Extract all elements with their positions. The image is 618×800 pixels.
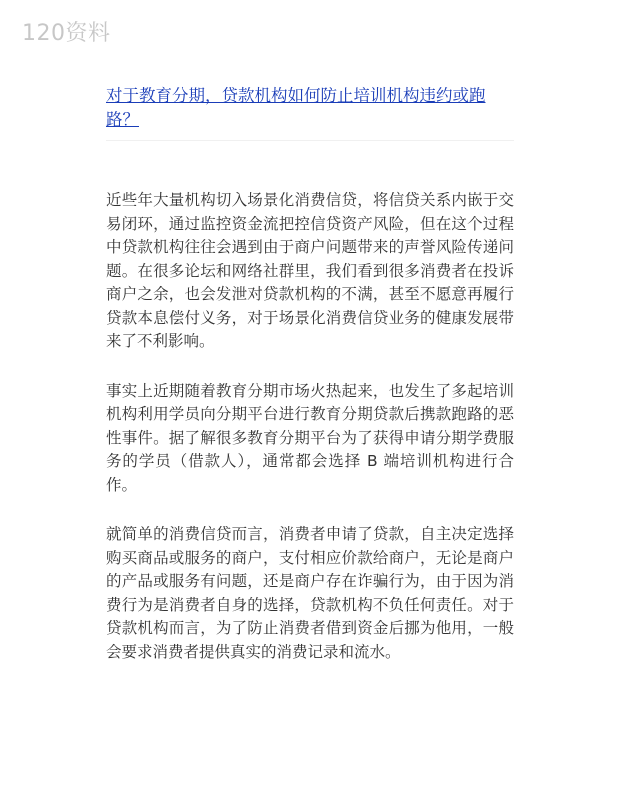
paragraph-3: 就简单的消费信贷而言，消费者申请了贷款，自主决定选择购买商品或服务的商户，支付相应价款给商户，无论是商户的产品或服务有问题，还是商户存在诈骗行为，由于因为消费行为是消费者自身的选择，贷款机构不负任何责任。对于贷款机构而言，为了防止消费者借到资金后挪为他用，一般会要求消费者提供真实的消费记录和流水。: [106, 525, 514, 661]
article-title-link[interactable]: 对于教育分期，贷款机构如何防止培训机构违约或跑路？: [106, 86, 486, 129]
paragraph-1: 近些年大量机构切入场景化消费信贷，将信贷关系内嵌于交易闭环，通过监控资金流把控信贷资产风险，但在这个过程中贷款机构往往会遇到由于商户问题带来的声誉风险传递问题。在很多论坛和网络社群里，我们看到很多消费者在投诉商户之余，也会发泄对贷款机构的不满，甚至不愿意再履行贷款本息偿付义务，对于场景化消费信贷业务的健康发展带来了不利影响。: [106, 191, 514, 350]
article-body: [106, 189, 514, 664]
watermark-logo: 120资料: [22, 21, 111, 46]
article: [106, 84, 514, 690]
paragraph-2: 事实上近期随着教育分期市场火热起来，也发生了多起培训机构利用学员向分期平台进行教育分期贷款后携款跑路的恶性事件。据了解很多教育分期平台为了获得申请分期学费服务的学员（借款人），通常都会选择 B 端培训机构进行合作。: [106, 381, 514, 494]
title-divider: [106, 140, 514, 141]
